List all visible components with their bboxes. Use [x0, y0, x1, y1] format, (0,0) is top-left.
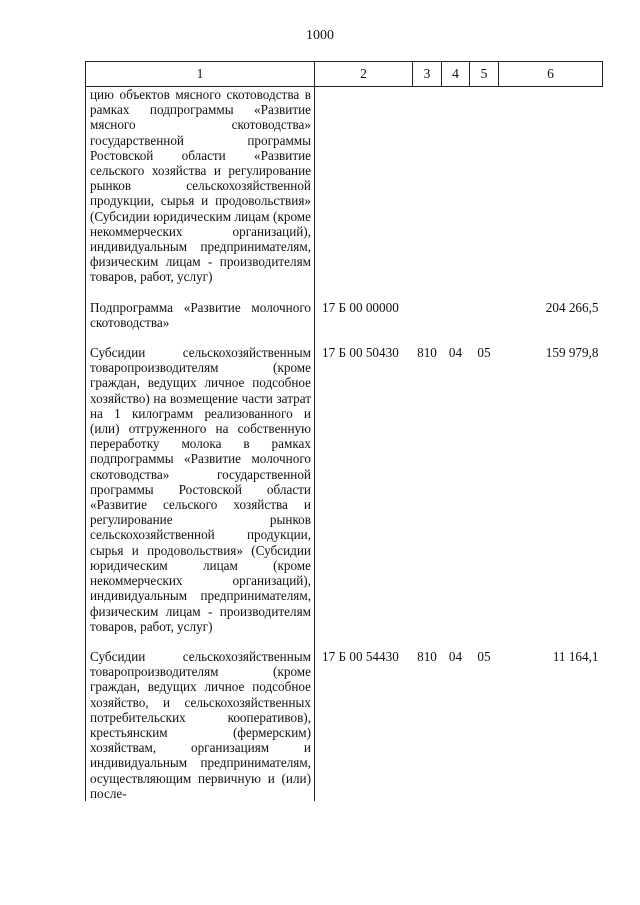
header-col-5: 5 — [470, 62, 499, 87]
row-spacer — [86, 285, 603, 300]
header-col-1: 1 — [86, 62, 315, 87]
spacer-cell — [86, 285, 315, 300]
row-col-5 — [470, 300, 499, 330]
header-col-3: 3 — [413, 62, 442, 87]
row-col-3 — [413, 87, 442, 285]
header-col-2: 2 — [315, 62, 413, 87]
table-row — [86, 87, 603, 285]
row-col-4: 04 — [448, 648, 463, 664]
row-spacer — [86, 634, 603, 649]
row-code — [315, 87, 413, 285]
row-description: цию объектов мясного скотоводства в рамках подпрограммы «Развитие мясного скотоводства» государственной программы Ростовской области «Развитие сельского хозяйства и регулирование рынков сельскохозяйственной продукции, сырья и продовольствия» (Субсидии юридическим лицам (кроме некоммерческих организаций), индивидуальным предпринимателям, физическим лицам - производителям товаров, работ, услуг) — [86, 87, 315, 285]
row-col-4 — [442, 300, 470, 330]
row-col-5: 05 — [477, 345, 491, 361]
spacer-cell — [86, 634, 315, 649]
row-code: 17 Б 00 50430 — [322, 345, 399, 361]
spacer-cell — [86, 330, 315, 345]
table-row — [86, 300, 603, 330]
table-row — [86, 345, 603, 634]
row-amount: 11 164,1 — [552, 648, 599, 664]
budget-table — [85, 61, 603, 801]
row-code: 17 Б 00 54430 — [322, 648, 399, 664]
row-col-4: 04 — [448, 345, 463, 361]
row-amount: 204 266,5 — [545, 299, 599, 315]
row-amount — [499, 87, 603, 285]
row-description: Субсидии сельскохозяйственным товаропроизводителям (кроме граждан, ведущих личное подсобное хозяйство) на возмещение части затрат на 1 килограмм реализованного и (или) отгруженного на собственную переработку молока в рамках подпрограммы «Развитие молочного скотоводства» государственной программы Ростовской области «Развитие сельского хозяйства и регулирование рынков сельскохозяйственной продукции, сырья и продовольствия» (Субсидии юридическим лицам (кроме некоммерческих организаций), индивидуальным предпринимателям, физическим лицам - производителям товаров, работ, услуг) — [86, 345, 315, 634]
table-header-row — [86, 62, 603, 87]
row-description: Подпрограмма «Развитие молочного скотоводства» — [86, 300, 315, 330]
row-code: 17 Б 00 00000 — [322, 299, 399, 315]
table-row — [86, 649, 603, 801]
row-col-3 — [413, 300, 442, 330]
page-number: 1000 — [306, 28, 334, 43]
header-col-6: 6 — [499, 62, 603, 87]
row-col-5 — [470, 87, 499, 285]
row-amount: 159 979,8 — [545, 345, 599, 361]
row-spacer — [86, 330, 603, 345]
header-col-4: 4 — [442, 62, 470, 87]
row-col-3: 810 — [417, 345, 437, 361]
row-description: Субсидии сельскохозяйственным товаропроизводителям (кроме граждан, ведущих личное подсобное хозяйство, и сельскохозяйственных потребительских кооперативов), крестьянским (фермерским) хозяйствам, организациям и индивидуальным предпринимателям, осуществляющим первичную и (или) после- — [86, 649, 315, 801]
row-col-3: 810 — [417, 648, 437, 664]
row-col-5: 05 — [477, 648, 491, 664]
row-col-4 — [442, 87, 470, 285]
